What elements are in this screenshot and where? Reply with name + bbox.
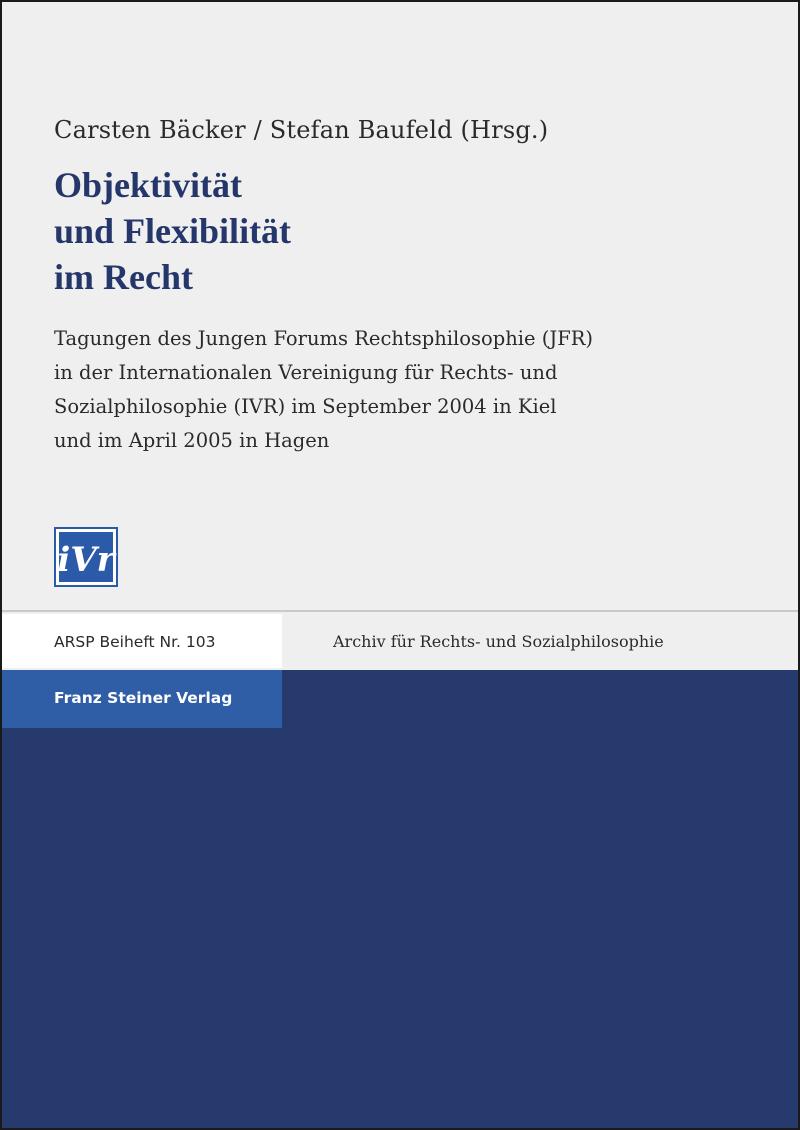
cover-bottom-area bbox=[2, 670, 798, 1128]
title-line: im Recht bbox=[54, 257, 193, 297]
divider-line bbox=[2, 610, 798, 612]
series-name-band bbox=[282, 614, 798, 668]
series-name: Archiv für Rechts- und Sozialphilosophie bbox=[333, 632, 664, 651]
publisher-name: Franz Steiner Verlag bbox=[54, 689, 233, 707]
cover-top-area bbox=[2, 2, 798, 612]
subtitle-line: Sozialphilosophie (IVR) im September 2004 in Kiel bbox=[54, 395, 557, 418]
editors: Carsten Bäcker / Stefan Baufeld (Hrsg.) bbox=[54, 116, 549, 144]
title-line: und Flexibilität bbox=[54, 211, 292, 251]
subtitle-line: Tagungen des Jungen Forums Rechtsphilosophie (JFR) bbox=[54, 327, 594, 350]
book-title bbox=[54, 162, 291, 300]
title-line: Objektivität bbox=[54, 165, 242, 205]
svg-text:iVr: iVr bbox=[57, 540, 115, 580]
book-subtitle bbox=[54, 322, 593, 458]
series-number: ARSP Beiheft Nr. 103 bbox=[54, 633, 216, 651]
publisher-band bbox=[2, 670, 282, 728]
subtitle-line: und im April 2005 in Hagen bbox=[54, 429, 330, 452]
ivr-logo bbox=[54, 527, 118, 587]
series-number-band bbox=[2, 614, 282, 668]
subtitle-line: in der Internationalen Vereinigung für Rechts- und bbox=[54, 361, 558, 384]
